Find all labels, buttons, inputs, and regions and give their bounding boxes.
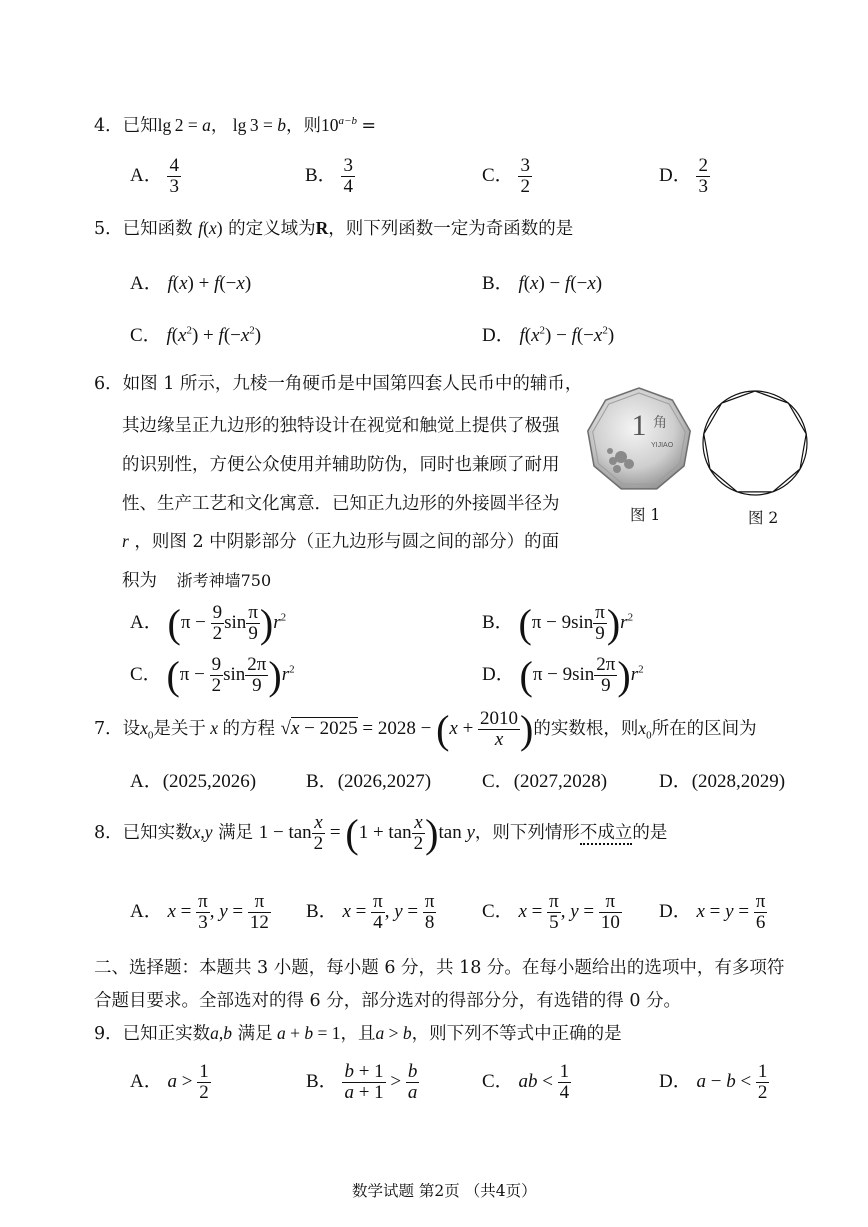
coin-char: 角 [653, 415, 667, 431]
q6-option-a[interactable]: A． (π − $\frac{9}{2}$ sin $\frac{\pi}{9}$ )$r^2$ [130, 601, 287, 646]
q6-line-5: r ，则图 2 中阴影部分（正九边形与圆之间的部分）的面 [122, 531, 560, 552]
q5-option-b[interactable]: B． f(x) − f(−x) [482, 273, 603, 294]
q7-option-b[interactable]: B．(2026,2027) [306, 771, 432, 792]
coin-text: YIJIAO [651, 442, 674, 449]
q6-line-1: 6．如图 1 所示，九棱一角硬币是中国第四套人民币中的辅币， [94, 374, 583, 394]
figure-2-label: 图 2 [748, 509, 779, 527]
q4-option-a[interactable]: A． $\frac{4}{3}$ [130, 155, 179, 197]
q4-option-b[interactable]: B． $\frac{3}{4}$ [305, 155, 353, 197]
q8-option-c[interactable]: C． x = $\frac{\pi}{5}$ , y = $\frac{\pi}{10}$ [482, 891, 620, 933]
q8-stem: 8．已知实数x,y 满足 1 − tan $\frac{x}{2}$ = (1 + tan $\frac{x}{2}$ )tan y，则下列情形不成立的是 [94, 811, 668, 856]
emphasis-text: 不成立 [579, 822, 633, 843]
q8-option-d[interactable]: D． x = y = $\frac{\pi}{6}$ [659, 891, 766, 933]
nonagon-circle-figure [700, 388, 810, 498]
q4-option-c[interactable]: C． $\frac{3}{2}$ [482, 155, 530, 197]
q7-option-c[interactable]: C．(2027,2028) [482, 771, 608, 792]
q5-option-a[interactable]: A． f(x) + f(−x) [130, 273, 252, 294]
q7-option-d[interactable]: D．(2028,2029) [659, 771, 786, 792]
q7-option-a[interactable]: A．(2025,2026) [130, 771, 257, 792]
q6-option-d[interactable]: D． (π − 9sin $\frac{2\pi}{9}$ )$r^2$ [482, 653, 644, 698]
q5-option-d[interactable]: D． $f(x^2) - f(-x^2)$ [482, 324, 615, 346]
q9-option-c[interactable]: C． ab < $\frac{1}{4}$ [482, 1061, 570, 1103]
q9-option-d[interactable]: D． a − b < $\frac{1}{2}$ [659, 1061, 768, 1103]
figure-1-label: 图 1 [630, 506, 661, 524]
q4-option-d[interactable]: D． $\frac{2}{3}$ [659, 155, 708, 197]
page-footer: 数学试题 第2页 （共4页） [352, 1182, 537, 1200]
q4-stem: 4．已知lg 2 = a， lg 3 = b，则$10^{a-b}$ = [94, 115, 376, 136]
q6-line-2: 其边缘呈正九边形的独特设计在视觉和触觉上提供了极强 [122, 416, 560, 436]
q8-option-a[interactable]: A． x = $\frac{\pi}{3}$ , y = $\frac{\pi}{12}$ [130, 891, 269, 933]
q6-line-6: 积为 浙考神墙750 [122, 571, 272, 591]
q9-stem: 9．已知正实数a,b 满足 a + b = 1，且a > b，则下列不等式中正确的是 [94, 1023, 622, 1044]
q5-stem: 5．已知函数 f(x) 的定义域为R，则下列函数一定为奇函数的是 [94, 218, 574, 239]
q9-option-a[interactable]: A． a > $\frac{1}{2}$ [130, 1061, 209, 1103]
watermark: 浙考神墙750 [176, 571, 272, 590]
coin-figure [585, 385, 693, 495]
q9-option-b[interactable]: B． $\frac{b + 1}{a + 1}$ > $\frac{b}{a}$ [306, 1061, 418, 1103]
section-2-heading: 二、选择题：本题共 3 小题，每小题 6 分，共 18 分。在每小题给出的选项中，有多项符 [94, 958, 785, 978]
q7-stem: 7．设$x_0$是关于 x 的方程 √x − 2025 = 2028 − (x + $\frac{2010}{x}$ )的实数根，则$x_0$所在的区间为 [94, 707, 757, 752]
section-2-instructions: 合题目要求。全部选对的得 6 分，部分选对的得部分分，有选错的得 0 分。 [94, 991, 682, 1011]
q6-option-b[interactable]: B． (π − 9sin $\frac{\pi}{9}$ )$r^2$ [482, 601, 634, 646]
q6-option-c[interactable]: C． (π − $\frac{9}{2}$ sin $\frac{2\pi}{9}$ )$r^2$ [130, 653, 295, 698]
q6-line-3: 的识别性，方便公众使用并辅助防伪，同时也兼顾了耐用 [122, 455, 560, 475]
q5-option-c[interactable]: C． $f(x^2) + f(-x^2)$ [130, 324, 262, 346]
coin-digit: 1 [631, 409, 647, 442]
q6-line-4: 性、生产工艺和文化寓意．已知正九边形的外接圆半径为 [122, 494, 560, 514]
q8-option-b[interactable]: B． x = $\frac{\pi}{4}$ , y = $\frac{\pi}{8}$ [306, 891, 435, 933]
